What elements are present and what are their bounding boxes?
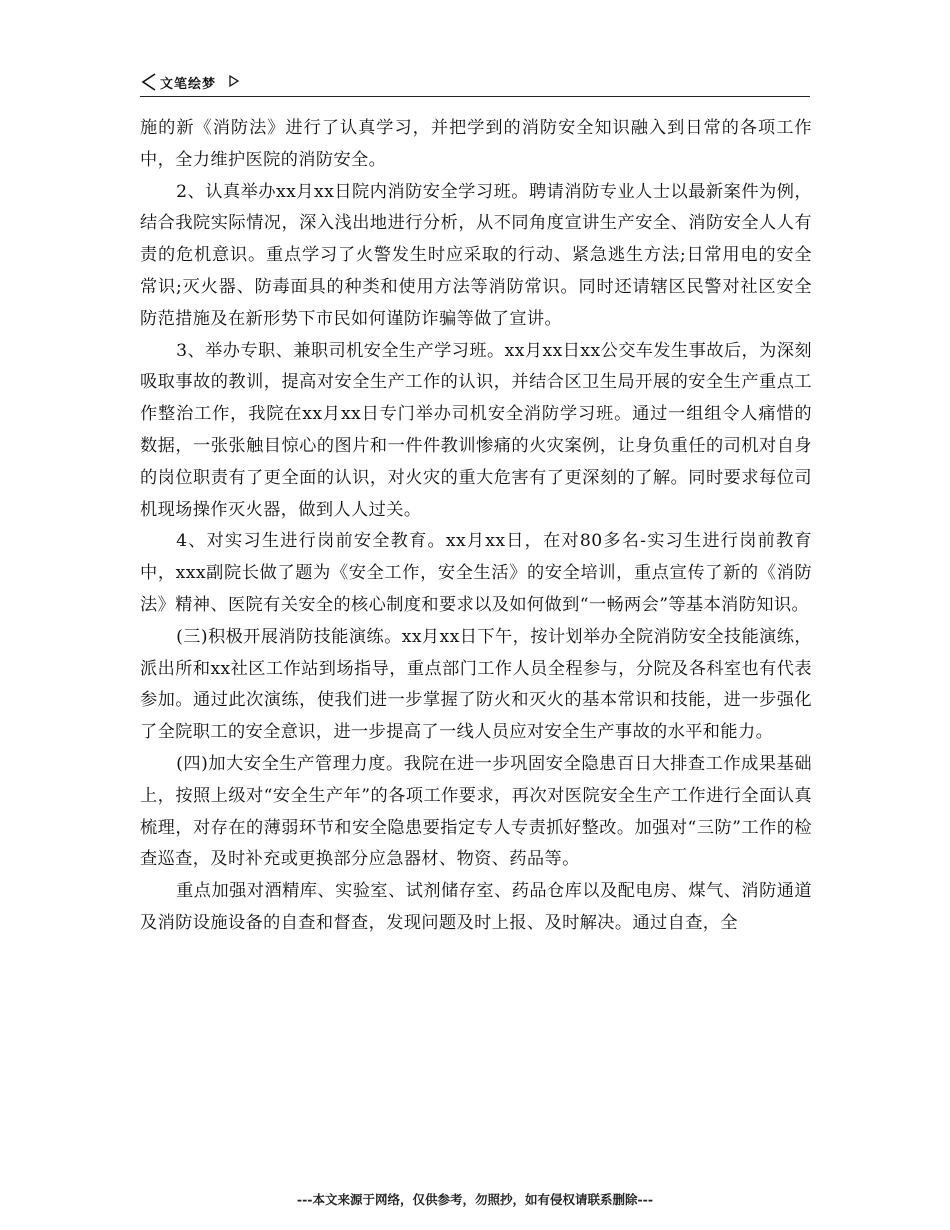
paragraph: (三)积极开展消防技能演练。xx月xx日下午，按计划举办全院消防安全技能演练，派出所和xx社区工作站到场指导，重点部门工作人员全程参与，分院及各科室也有代表参加。通过此次演练，使我们进一步掌握了防火和灭火的基本常识和技能，进一步强化了全院职工的安全意识，进一步提高了一线人员应对安全生产事故的水平和能力。: [140, 626, 812, 743]
paragraph: 2、认真举办xx月xx日院内消防安全学习班。聘请消防专业人士以最新案件为例，结合我院实际情况，深入浅出地进行分析，从不同角度宣讲生产安全、消防安全人人有责的危机意识。重点学习了火警发生时应采取的行动、紧急逃生方法;日常用电的安全常识;灭火器、防毒面具的种类和使用方法等消防常识。同时还请辖区民警对社区安全防范措施及在新形势下市民如何谨防诈骗等做了宣讲。: [140, 181, 812, 329]
paragraph: 重点加强对酒精库、实验室、试剂储存室、药品仓库以及配电房、煤气、消防通道及消防设施设备的自查和督查，发现问题及时上报、及时解决。通过自查，全: [140, 881, 812, 933]
page-footer-disclaimer: ---本文来源于网络，仅供参考，勿照抄，如有侵权请联系删除---: [296, 1192, 654, 1207]
document-body: [140, 113, 812, 940]
logo-triangle-right-icon: [228, 74, 240, 88]
paragraph: 4、对实习生进行岗前安全教育。xx月xx日，在对80多名-实习生进行岗前教育中，xxx副院长做了题为《安全工作，安全生活》的安全培训，重点宣传了新的《消防法》精神、医院有关安全的核心制度和要求以及如何做到“一畅两会”等基本消防知识。: [140, 531, 812, 615]
logo-triangle-left-icon: [140, 72, 158, 92]
paragraph: 3、举办专职、兼职司机安全生产学习班。xx月xx日xx公交车发生事故后，为深刻吸取事故的教训，提高对安全生产工作的认识，并结合区卫生局开展的安全生产重点工作整治工作，我院在xx月xx日专门举办司机安全消防学习班。通过一组组令人痛惜的数据，一张张触目惊心的图片和一件件教训惨痛的火灾案例，让身负重任的司机对自身的岗位职责有了更全面的认识，对火灾的重大危害有了更深刻的了解。同时要求每位司机现场操作灭火器，做到人人过关。: [140, 340, 812, 520]
paragraph: 施的新《消防法》进行了认真学习，并把学到的消防安全知识融入到日常的各项工作中，全力维护医院的消防安全。: [140, 118, 812, 170]
logo-text: 文笔绘梦: [160, 77, 217, 92]
paragraph: (四)加大安全生产管理力度。我院在进一步巩固安全隐患百日大排查工作成果基础上，按照上级对“安全生产年”的各项工作要求，再次对医院安全生产工作进行全面认真梳理，对存在的薄弱环节和安全隐患要指定专人专责抓好整改。加强对“三防”工作的检查巡查，及时补充或更换部分应急器材、物资、药品等。: [140, 753, 812, 870]
page-header: [140, 70, 810, 97]
